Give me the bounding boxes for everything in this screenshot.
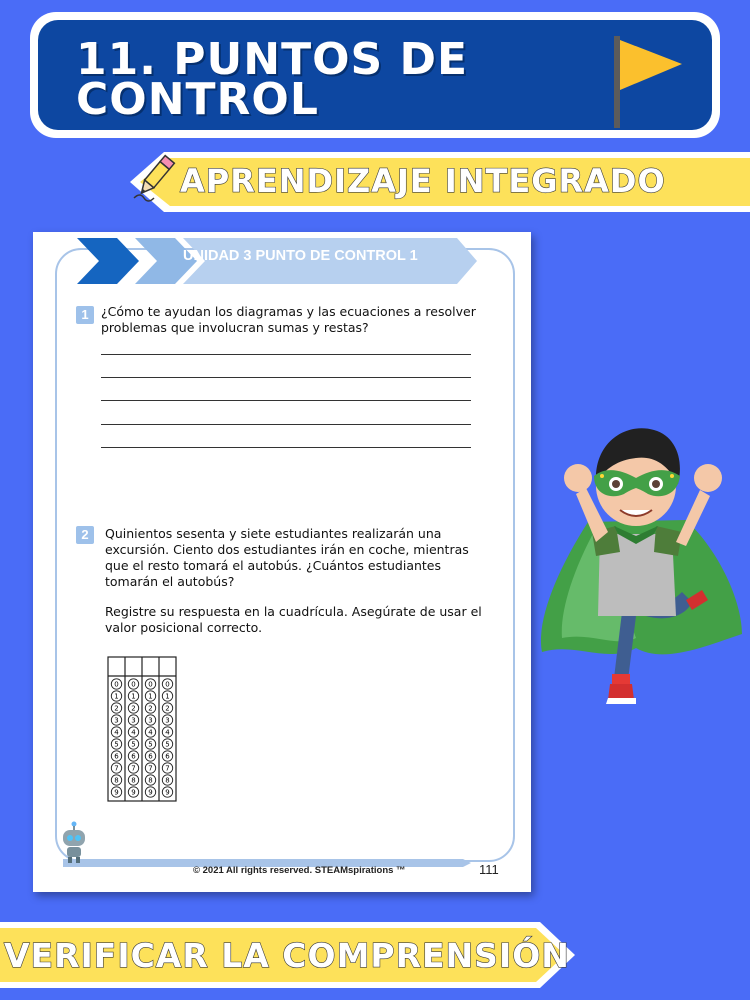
superhero-kid-illustration [536, 402, 750, 732]
grid-digit: 1 [165, 692, 170, 701]
grid-bubble[interactable] [145, 739, 155, 749]
answer-line [101, 447, 471, 448]
grid-bubble[interactable] [111, 763, 121, 773]
grid-digit: 8 [114, 776, 119, 785]
grid-digit: 7 [165, 764, 170, 773]
grid-bubble[interactable] [162, 739, 172, 749]
grid-bubble[interactable] [145, 751, 155, 761]
grid-digit: 8 [148, 776, 153, 785]
grid-digit: 4 [131, 728, 136, 737]
grid-digit: 2 [148, 704, 153, 713]
grid-digit: 5 [131, 740, 136, 749]
grid-bubble[interactable] [145, 787, 155, 797]
grid-digit: 9 [131, 788, 136, 797]
question-2-number: 2 [76, 526, 94, 544]
grid-bubble[interactable] [162, 775, 172, 785]
worksheet-page [33, 232, 531, 892]
grid-digit: 9 [148, 788, 153, 797]
grid-digit: 0 [165, 680, 170, 689]
grid-digit: 3 [148, 716, 153, 725]
grid-bubble[interactable] [162, 703, 172, 713]
ribbon-top-label: APRENDIZAJE INTEGRADO [180, 162, 666, 200]
grid-digit: 5 [165, 740, 170, 749]
grid-bubble[interactable] [162, 715, 172, 725]
grid-bubble[interactable] [145, 763, 155, 773]
answer-grid[interactable] [107, 656, 177, 806]
grid-bubble[interactable] [145, 679, 155, 689]
section-ribbon-bottom [0, 922, 575, 988]
grid-bubble[interactable] [128, 763, 138, 773]
grid-bubble[interactable] [111, 703, 121, 713]
grid-bubble[interactable] [111, 691, 121, 701]
grid-digit: 4 [165, 728, 170, 737]
grid-bubble[interactable] [128, 679, 138, 689]
grid-bubble[interactable] [145, 727, 155, 737]
grid-bubble[interactable] [128, 775, 138, 785]
grid-bubble[interactable] [128, 715, 138, 725]
grid-digit: 3 [165, 716, 170, 725]
grid-digit: 2 [165, 704, 170, 713]
question-2-text: Quinientos sesenta y siete estudiantes realizarán una excursión. Ciento dos estudiantes irán en coche, mientras que el resto tomará el autobús. ¿Cuántos estudiantes tomarán el autobús? [105, 526, 469, 589]
grid-digit: 1 [148, 692, 153, 701]
grid-bubble[interactable] [111, 775, 121, 785]
question-1-number: 1 [76, 306, 94, 324]
grid-bubble[interactable] [128, 727, 138, 737]
grid-bubble[interactable] [145, 703, 155, 713]
page-title: 11. PUNTOS DE CONTROL [76, 34, 469, 125]
question-2-instruction: Registre su respuesta en la cuadrícula. Asegúrate de usar el valor posicional correcto. [105, 604, 482, 635]
grid-digit: 6 [131, 752, 136, 761]
ribbon-bottom-label: VERIFICAR LA COMPRENSIÓN [4, 936, 570, 975]
grid-digit: 7 [131, 764, 136, 773]
answer-line [101, 354, 471, 355]
grid-digit: 2 [114, 704, 119, 713]
grid-bubble[interactable] [111, 787, 121, 797]
grid-digit: 7 [148, 764, 153, 773]
grid-bubble[interactable] [111, 727, 121, 737]
robot-icon [57, 820, 91, 864]
grid-digit: 8 [165, 776, 170, 785]
grid-digit: 8 [131, 776, 136, 785]
answer-line [101, 400, 471, 401]
grid-digit: 4 [148, 728, 153, 737]
grid-bubble[interactable] [128, 703, 138, 713]
grid-bubble[interactable] [128, 691, 138, 701]
question-1-text: ¿Cómo te ayudan los diagramas y las ecuaciones a resolver problemas que involucran sumas y restas? [101, 304, 476, 335]
header-panel [38, 20, 712, 130]
answer-line [101, 424, 471, 425]
grid-digit: 3 [114, 716, 119, 725]
grid-digit: 2 [131, 704, 136, 713]
grid-digit: 4 [114, 728, 119, 737]
grid-bubble[interactable] [162, 727, 172, 737]
grid-digit: 9 [165, 788, 170, 797]
grid-digit: 1 [131, 692, 136, 701]
grid-bubble[interactable] [111, 679, 121, 689]
grid-digit: 7 [114, 764, 119, 773]
grid-bubble[interactable] [145, 691, 155, 701]
grid-digit: 0 [131, 680, 136, 689]
grid-bubble[interactable] [111, 739, 121, 749]
grid-digit: 3 [131, 716, 136, 725]
grid-digit: 5 [114, 740, 119, 749]
section-ribbon-top [130, 152, 750, 212]
grid-digit: 6 [165, 752, 170, 761]
pencil-icon [130, 152, 180, 202]
grid-digit: 9 [114, 788, 119, 797]
grid-bubble[interactable] [162, 691, 172, 701]
page-number: 111 [479, 862, 499, 877]
grid-bubble[interactable] [111, 751, 121, 761]
grid-bubble[interactable] [162, 679, 172, 689]
grid-bubble[interactable] [145, 775, 155, 785]
grid-digit: 1 [114, 692, 119, 701]
grid-digit: 6 [114, 752, 119, 761]
flag-icon [608, 34, 688, 130]
grid-digit: 0 [148, 680, 153, 689]
grid-bubble[interactable] [162, 763, 172, 773]
grid-bubble[interactable] [128, 739, 138, 749]
unit-title: UNIDAD 3 PUNTO DE CONTROL 1 [183, 248, 418, 264]
grid-bubble[interactable] [128, 787, 138, 797]
grid-bubble[interactable] [128, 751, 138, 761]
header-banner [30, 12, 720, 138]
grid-digit: 0 [114, 680, 119, 689]
grid-bubble[interactable] [162, 751, 172, 761]
grid-bubble[interactable] [111, 715, 121, 725]
copyright-text: © 2021 All rights reserved. STEAMspirations ™ [193, 865, 406, 876]
grid-digit: 5 [148, 740, 153, 749]
answer-line [101, 377, 471, 378]
grid-bubble[interactable] [162, 787, 172, 797]
grid-digit: 6 [148, 752, 153, 761]
grid-bubble[interactable] [145, 715, 155, 725]
